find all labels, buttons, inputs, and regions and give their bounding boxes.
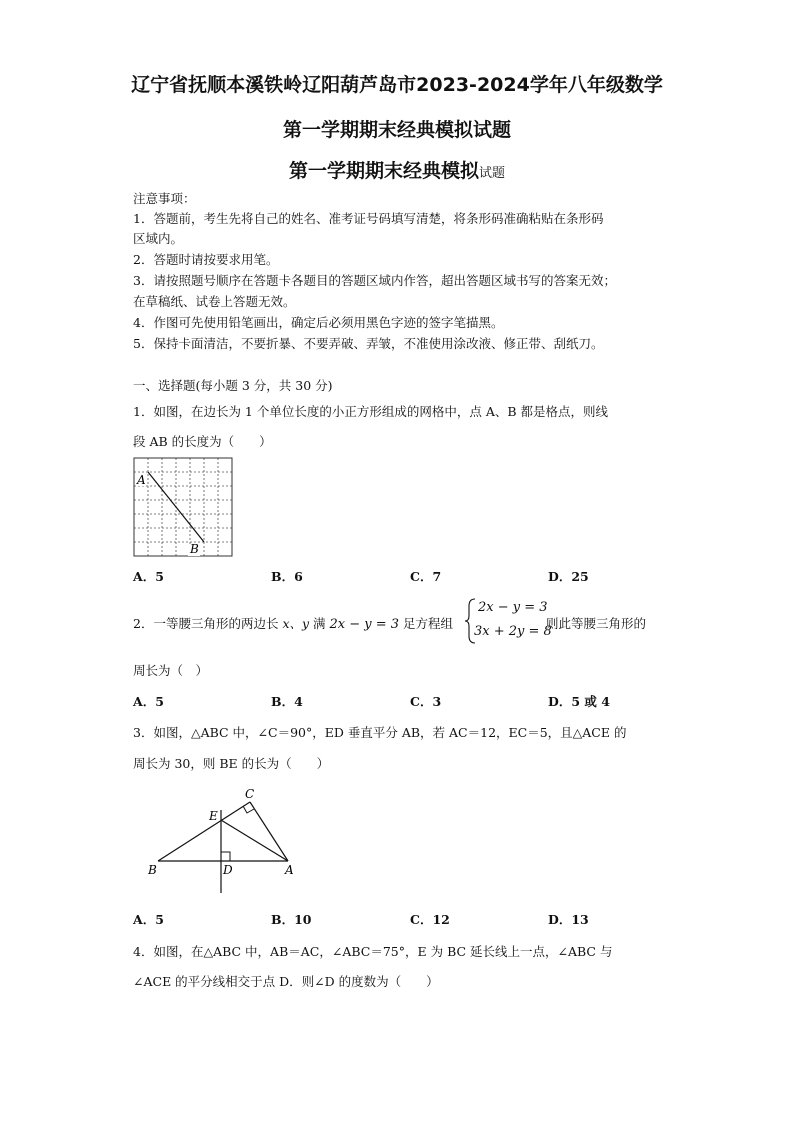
point-d-label: D bbox=[223, 863, 233, 877]
q2-system-eq-2: 3x + 2y = 8 bbox=[474, 624, 552, 639]
q3-option-b[interactable]: B．10 bbox=[271, 912, 312, 927]
q2-text-line-1 bbox=[133, 614, 453, 632]
q3-option-a[interactable]: A．5 bbox=[133, 912, 164, 927]
q2-text-post2: 则此等腰三角形的 bbox=[546, 616, 647, 631]
section-heading: 一、选择题(每小题 3 分，共 30 分) bbox=[133, 378, 333, 393]
q2-option-a[interactable]: A．5 bbox=[133, 694, 164, 709]
q2-text-post1: 足方程组 bbox=[399, 616, 454, 631]
q2-option-c[interactable]: C．3 bbox=[410, 694, 442, 709]
q1-option-b[interactable]: B．6 bbox=[271, 569, 303, 584]
notice-item: 5．保持卡面清洁，不要折暴、不要弄破、弄皱，不准使用涂改液、修正带、刮纸刀。 bbox=[133, 336, 604, 351]
notice-item: 4．作图可先使用铅笔画出，确定后必须用黑色字迹的签字笔描黑。 bbox=[133, 315, 504, 330]
q1-text-line-2: 段 AB 的长度为（ ） bbox=[133, 434, 272, 449]
point-a-label: A bbox=[285, 863, 294, 877]
notice-item: 区域内。 bbox=[133, 231, 184, 246]
title-line-1: 辽宁省抚顺本溪铁岭辽阳葫芦岛市2023-2024学年八年级数学 bbox=[131, 74, 663, 96]
q2-text-mid: 满 bbox=[309, 616, 330, 631]
q2-text-line-2: 周长为（ ） bbox=[133, 663, 209, 678]
point-b-label: B bbox=[148, 863, 157, 877]
q1-option-d[interactable]: D．25 bbox=[548, 569, 589, 584]
point-a-label: A bbox=[137, 473, 146, 487]
q3-triangle-figure bbox=[140, 786, 310, 896]
segment-ea bbox=[221, 820, 288, 861]
notice-item: 3．请按照题号顺序在答题卡各题目的答题区域内作答，超出答题区域书写的答案无效； bbox=[133, 273, 616, 288]
q2-option-b[interactable]: B．4 bbox=[271, 694, 303, 709]
q1-option-a[interactable]: A．5 bbox=[133, 569, 164, 584]
point-b-label: B bbox=[190, 542, 199, 556]
q2-equation: 2x − y = 3 bbox=[329, 617, 400, 632]
q2-system-eq-1: 2x − y = 3 bbox=[478, 600, 548, 615]
q3-option-c[interactable]: C．12 bbox=[410, 912, 450, 927]
q1-option-c[interactable]: C．7 bbox=[410, 569, 442, 584]
q1-text-line-1: 1．如图，在边长为 1 个单位长度的小正方形组成的网格中，点 A、B 都是格点，则线 bbox=[133, 404, 609, 419]
title-line-3 bbox=[0, 156, 794, 183]
q3-text-line-1: 3．如图，△ABC 中，∠C＝90°，ED 垂直平分 AB，若 AC＝12，EC＝5，且△ACE 的 bbox=[133, 725, 627, 740]
title-line-2: 第一学期期末经典模拟试题 bbox=[282, 119, 511, 141]
q2-vars: x、y bbox=[282, 616, 310, 631]
q4-text-line-2: ∠ACE 的平分线相交于点 D．则∠D 的度数为（ ） bbox=[133, 974, 439, 989]
right-angle-mark-d bbox=[221, 852, 230, 861]
title-line-3-small: 试题 bbox=[479, 166, 506, 181]
q2-text-pre: 2．一等腰三角形的两边长 bbox=[133, 616, 283, 631]
notice-item: 1．答题前，考生先将自己的姓名、准考证号码填写清楚，将条形码准确粘贴在条形码 bbox=[133, 211, 604, 226]
notice-item: 在草稿纸、试卷上答题无效。 bbox=[133, 294, 296, 309]
q3-option-d[interactable]: D．13 bbox=[548, 912, 589, 927]
q1-grid-figure bbox=[131, 455, 237, 559]
q2-option-d[interactable]: D．5 或 4 bbox=[548, 694, 610, 709]
notice-heading: 注意事项： bbox=[133, 191, 196, 206]
title-line-3-main: 第一学期期末经典模拟 bbox=[288, 160, 479, 182]
side-ca bbox=[250, 802, 288, 861]
right-angle-mark-c bbox=[243, 806, 254, 813]
q3-text-line-2: 周长为 30，则 BE 的长为（ ） bbox=[133, 756, 330, 771]
side-bc bbox=[158, 802, 250, 861]
point-c-label: C bbox=[245, 787, 255, 801]
q4-text-line-1: 4．如图，在△ABC 中，AB＝AC，∠ABC＝75°，E 为 BC 延长线上一点，∠ABC 与 bbox=[133, 944, 613, 959]
point-e-label: E bbox=[209, 809, 218, 823]
notice-item: 2．答题时请按要求用笔。 bbox=[133, 252, 279, 267]
